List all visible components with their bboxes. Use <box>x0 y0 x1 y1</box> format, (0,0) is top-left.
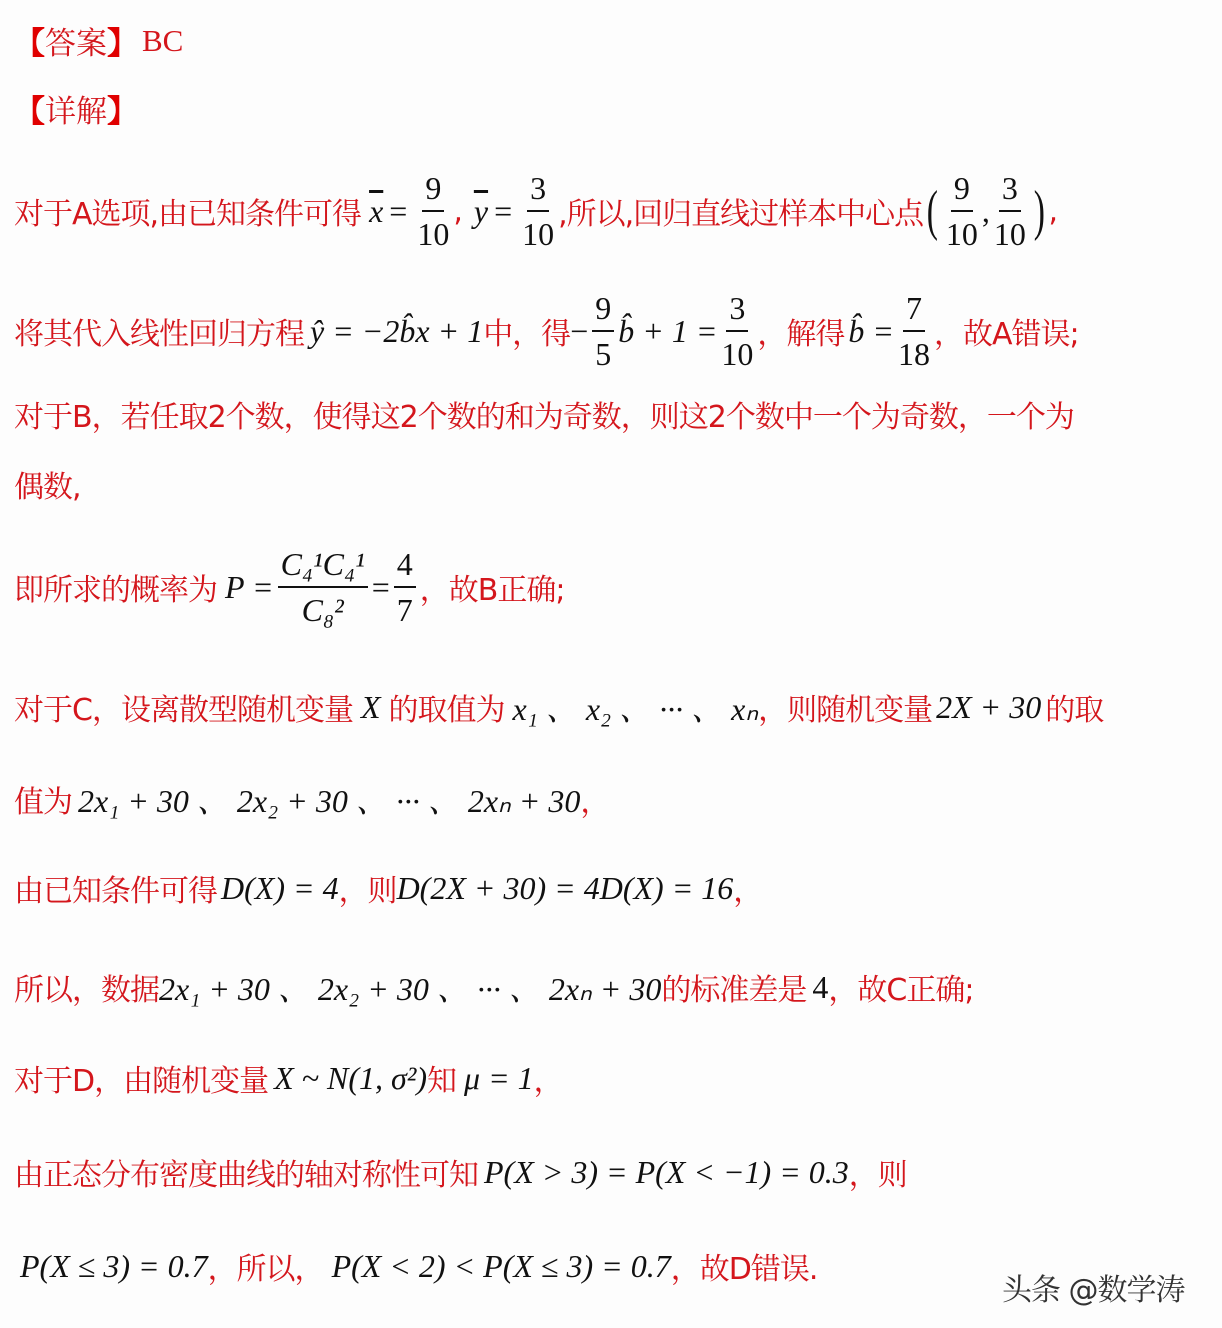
math-xbar: $\overline{x}$ <box>369 192 384 229</box>
text: 的标准差是 <box>661 973 807 1008</box>
math-comma: , <box>981 192 990 229</box>
numerator: 3 <box>726 286 748 332</box>
fraction <box>592 286 614 376</box>
math-eq: = <box>371 568 390 605</box>
text: ， <box>580 785 610 820</box>
math-variance-expr: D(2X + 30) = 4D(X) = 16 <box>396 869 734 906</box>
math-mu: μ = 1 <box>464 1059 534 1096</box>
numerator: 3 <box>999 166 1021 212</box>
numerator: 3 <box>527 166 549 212</box>
paren-close: ) <box>1033 180 1045 242</box>
answer-value: BC <box>142 22 184 58</box>
fraction <box>278 542 368 632</box>
math-ybar: $\overline{y}$ <box>473 192 489 229</box>
text: 即所求的概率为 <box>14 573 217 608</box>
text: 的取 <box>1045 693 1104 728</box>
line-b2 <box>14 462 81 506</box>
fraction <box>522 166 554 256</box>
text: 中，得 <box>483 317 571 352</box>
fraction <box>946 166 978 256</box>
fraction <box>394 542 416 632</box>
math-expr: b̂ + 1 = <box>618 312 718 349</box>
math-X: X <box>360 688 381 725</box>
line-d3 <box>20 1244 817 1288</box>
line-b1 <box>14 392 1074 436</box>
line-a2 <box>14 286 1079 376</box>
math-values: 2x₁ + 30 、 2x₂ + 30 、 ··· 、 2xₙ + 30 <box>159 971 662 1007</box>
numerator: 9 <box>592 286 614 332</box>
fraction <box>721 286 753 376</box>
math-distribution: X ~ N(1, σ²) <box>274 1059 427 1096</box>
answer-label: 答案 <box>45 26 107 62</box>
text: 知 <box>427 1064 456 1099</box>
watermark: 头条 @数学涛 <box>1002 1273 1185 1308</box>
text: ，则 <box>338 874 397 909</box>
denominator: 10 <box>945 216 978 252</box>
math-regression-eq: ŷ = −2b̂x + 1 <box>310 312 484 349</box>
text: ，故D错误. <box>670 1252 818 1287</box>
denominator: 10 <box>721 336 754 372</box>
detail-label: 详解 <box>45 94 107 130</box>
text: ，解得 <box>757 317 845 352</box>
text: ，故C正确; <box>828 973 974 1008</box>
math-probability: P(X ≤ 3) = 0.7 <box>20 1247 208 1284</box>
text: ,所以,回归直线过样本中心点 <box>558 197 924 232</box>
bracket-close: 】 <box>107 26 138 62</box>
fraction <box>994 166 1026 256</box>
math-expr: 2X + 30 <box>936 688 1042 725</box>
numerator: 9 <box>422 166 444 212</box>
denominator: 10 <box>417 216 450 252</box>
text: 由已知条件可得 <box>14 874 217 909</box>
math-values: x₁ 、 x₂ 、 ··· 、 xₙ <box>512 691 759 727</box>
math-b-hat: b̂ = <box>848 312 895 349</box>
line-b3 <box>14 542 564 632</box>
text: 值为 <box>14 785 72 820</box>
text: ，所以， <box>207 1252 324 1287</box>
text: 对于D，由随机变量 <box>14 1064 269 1099</box>
denominator: 10 <box>993 216 1026 252</box>
text: , <box>453 193 462 229</box>
math-variance: D(X) = 4 <box>221 869 339 906</box>
bracket-open: 【 <box>14 26 45 62</box>
math-values: 2x₁ + 30 、 2x₂ + 30 、 ··· 、 2xₙ + 30 <box>78 783 581 819</box>
fraction <box>898 286 930 376</box>
denominator: 7 <box>396 592 413 628</box>
text: ，则 <box>848 1158 907 1193</box>
numerator: C₄¹C₄¹ <box>278 542 368 588</box>
text: ， <box>733 874 763 909</box>
numerator: 4 <box>394 542 416 588</box>
math-probability: P(X > 3) = P(X < −1) = 0.3 <box>484 1153 849 1190</box>
bracket-close: 】 <box>107 94 138 130</box>
paren-open: ( <box>926 180 939 242</box>
text: ， <box>533 1064 563 1099</box>
detail-header <box>14 86 138 131</box>
numerator: 7 <box>903 286 925 332</box>
line-c1 <box>14 684 1103 730</box>
text: , <box>1048 193 1058 229</box>
line-c2 <box>14 776 609 822</box>
text: 对于C，设离散型随机变量 <box>14 693 353 728</box>
math-inequality: P(X < 2) < P(X ≤ 3) = 0.7 <box>331 1247 671 1284</box>
line-c3 <box>14 866 762 910</box>
text: 对于B，若任取2个数，使得这2个数的和为奇数，则这2个数中一个为奇数，一个为 <box>14 400 1074 435</box>
answer-header <box>14 18 183 63</box>
denominator: 18 <box>898 336 931 372</box>
math-eq: = <box>494 192 513 229</box>
line-d1 <box>14 1056 563 1100</box>
line-a1 <box>14 166 1057 256</box>
math-value: 4 <box>812 968 829 1005</box>
text: 由正态分布密度曲线的轴对称性可知 <box>14 1158 478 1193</box>
fraction <box>417 166 449 256</box>
line-c4 <box>14 964 973 1010</box>
denominator: 10 <box>522 216 555 252</box>
numerator: 9 <box>951 166 973 212</box>
bracket-open: 【 <box>14 94 45 130</box>
text: 对于A选项,由已知条件可得 <box>14 197 362 232</box>
text: 的取值为 <box>388 693 505 728</box>
text: 将其代入线性回归方程 <box>14 317 304 352</box>
denominator: 5 <box>595 336 612 372</box>
text: 所以，数据 <box>14 973 159 1008</box>
text: ，则随机变量 <box>758 693 933 728</box>
math-eq: = <box>389 192 408 229</box>
denominator: C₈² <box>301 592 344 628</box>
line-d2 <box>14 1150 907 1194</box>
text: ，故A错误; <box>934 317 1079 352</box>
math-p: P = <box>225 568 274 605</box>
math-neg: − <box>570 312 589 349</box>
text: 偶数, <box>14 470 81 505</box>
text: ，故B正确; <box>419 573 565 608</box>
